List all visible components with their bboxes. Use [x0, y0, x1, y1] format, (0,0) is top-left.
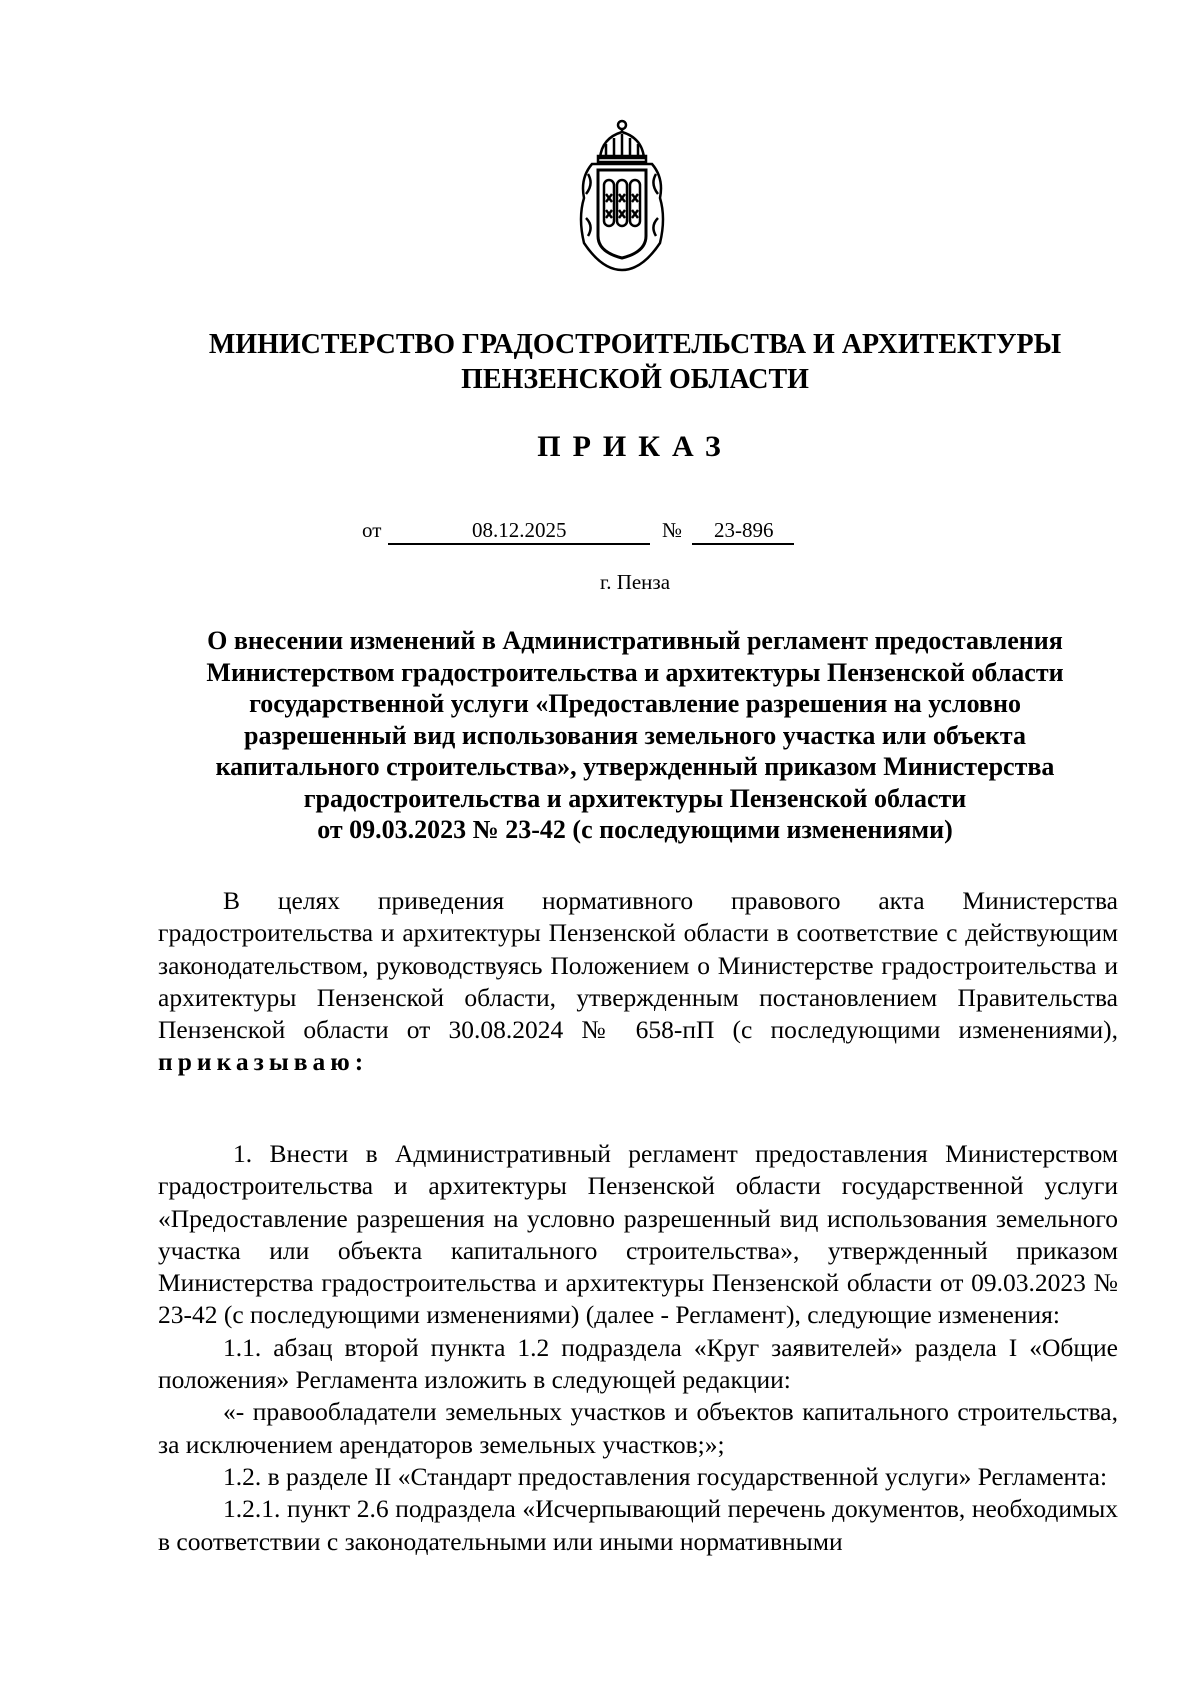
date-prefix: от	[362, 518, 382, 542]
coat-of-arms-emblem	[572, 118, 672, 274]
subject-line: Министерством градостроительства и архитектуры Пензенской области	[206, 657, 1064, 687]
order-items	[158, 1138, 1118, 1558]
number-sign: №	[662, 518, 683, 542]
document-type-title: ПРИКАЗ	[537, 430, 733, 463]
subject-line: О внесении изменений в Административный регламент предоставления	[207, 626, 1063, 655]
number-underline	[692, 543, 794, 545]
document-date: 08.12.2025	[472, 518, 567, 542]
subject-line: капитального строительства», утвержденный приказом Министерства	[215, 752, 1055, 781]
item-1-1: 1.1. абзац второй пункта 1.2 подраздела «Круг заявителей» раздела I «Общие положения» Регламента изложить в следующей редакции:	[158, 1332, 1118, 1395]
subject-line: государственной услуги «Предоставление разрешения на условно	[249, 689, 1021, 718]
subject-line: градостроительства и архитектуры Пензенской области	[303, 783, 967, 813]
subject-line: разрешенный вид использования земельного участка или объекта	[244, 720, 1026, 750]
item-1-2-1: 1.2.1. пункт 2.6 подраздела «Исчерпывающий перечень документов, необходимых в соответствии с законодательными или иными нормативными	[158, 1494, 1118, 1556]
preamble-section	[158, 885, 1118, 1079]
date-underline	[388, 543, 650, 545]
subject-line: от 09.03.2023 № 23-42 (с последующими изменениями)	[317, 815, 953, 844]
organization-name	[0, 327, 1200, 397]
preamble-text: В целях приведения нормативного правового акта Министерства градостроительства и архитектуры Пензенской области в соответствие с действующим законодательством, руководствуясь Положением о Министерстве градостроительства и архитектуры Пензенской области, утвержденным постановлением Правительства Пензенской области от 30.08.2024 № 658-пП (с последующими изменениями),	[158, 886, 1118, 1045]
document-subject	[150, 625, 1120, 846]
item-1-1-quote: «- правообладатели земельных участков и объектов капитального строительства, за исключением арендаторов земельных участков;»;	[158, 1397, 1118, 1459]
organization-name-line-1: МИНИСТЕРСТВО ГРАДОСТРОИТЕЛЬСТВА И АРХИТЕКТУРЫ	[208, 329, 1062, 360]
document-number: 23-896	[714, 518, 774, 542]
item-1-2: 1.2. в разделе II «Стандарт предоставления государственной услуги» Регламента:	[223, 1461, 1108, 1491]
order-word: приказываю:	[158, 1047, 369, 1077]
preamble-paragraph	[158, 885, 1118, 1079]
item-1: 1. Внести в Административный регламент предоставления Министерством градостроительства и архитектуры Пензенской области государственной услуги «Предоставление разрешения на условно разрешенный вид использования земельного участка или объекта капитального строительства», утвержденный приказом Министерства градостроительства и архитектуры Пензенской области от 09.03.2023 № 23-42 (с последующими изменениями) (далее - Регламент), следующие изменения:	[158, 1139, 1118, 1330]
city-name: г. Пенза	[599, 570, 671, 594]
organization-name-line-2: ПЕНЗЕНСКОЙ ОБЛАСТИ	[461, 364, 809, 395]
